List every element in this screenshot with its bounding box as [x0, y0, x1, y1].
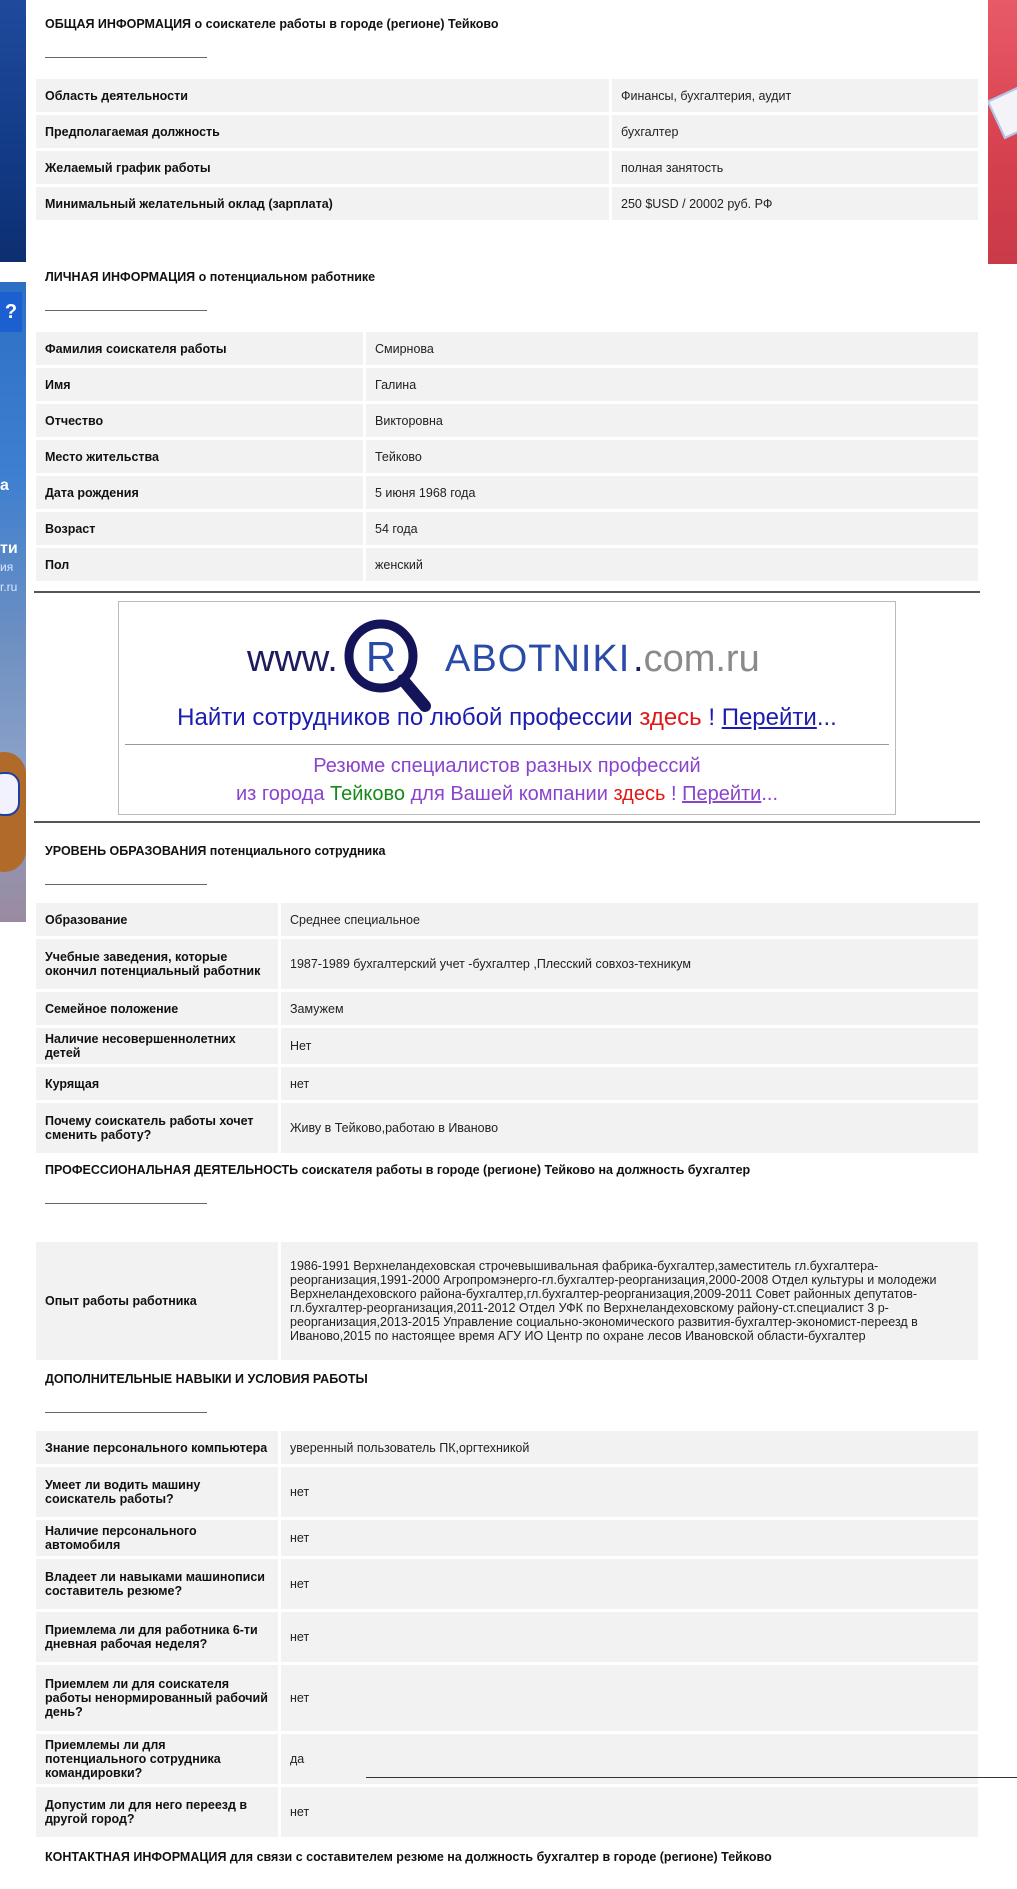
- side-text: а: [0, 477, 9, 494]
- side-banner-right[interactable]: [988, 0, 1017, 264]
- side-text: r.ru: [0, 580, 18, 594]
- divider: [34, 591, 980, 593]
- personal-section: [36, 270, 978, 584]
- table-row: [36, 115, 978, 148]
- education-section: [36, 844, 978, 1156]
- field-value: Тейково: [366, 440, 978, 473]
- personal-table: [36, 329, 978, 584]
- table-row: [36, 1612, 978, 1662]
- side-banner-left-top: [0, 0, 26, 262]
- ad-banner[interactable]: [118, 601, 896, 815]
- title-underline: [45, 884, 207, 885]
- table-row: [36, 512, 978, 545]
- table-row: [36, 187, 978, 220]
- side-text: ия: [0, 560, 14, 574]
- table-row: [36, 151, 978, 184]
- contact-section: [36, 1850, 978, 1864]
- table-row: [36, 1067, 978, 1100]
- section-title: ОБЩАЯ ИНФОРМАЦИЯ о соискателе работы в городе (регионе) Тейково: [45, 17, 499, 31]
- field-label: Отчество: [36, 404, 366, 437]
- table-row: [36, 1787, 978, 1837]
- section-title: ПРОФЕССИОНАЛЬНАЯ ДЕЯТЕЛЬНОСТЬ соискателя работы в городе (регионе) Тейково на должность бухгалтер: [45, 1163, 751, 1177]
- table-row: [36, 476, 978, 509]
- section-title: КОНТАКТНАЯ ИНФОРМАЦИЯ для связи с составителем резюме на должность бухгалтер в городе (регионе) Тейково: [45, 1850, 772, 1864]
- field-label: Желаемый график работы: [36, 151, 612, 184]
- field-value: 5 июня 1968 года: [366, 476, 978, 509]
- field-value: женский: [366, 548, 978, 581]
- field-label: Курящая: [36, 1067, 281, 1100]
- field-label: Образование: [36, 903, 281, 936]
- banner-resume-line: Резюме специалистов разных профессий из города Тейково для Вашей компании здесь ! Перейти...: [236, 755, 778, 805]
- field-label: Приемлема ли для работника 6-ти дневная рабочая неделя?: [36, 1612, 281, 1662]
- field-value: уверенный пользователь ПК,оргтехникой: [281, 1431, 978, 1464]
- table-row: [36, 1665, 978, 1731]
- title-underline: [45, 1203, 207, 1204]
- divider: [366, 1777, 1017, 1778]
- field-value: нет: [281, 1467, 978, 1517]
- table-row: [36, 903, 978, 936]
- field-label: Учебные заведения, которые окончил потенциальный работник: [36, 939, 281, 989]
- field-value: нет: [281, 1612, 978, 1662]
- table-row: [36, 79, 978, 112]
- field-label: Приемлем ли для соискателя работы ненормированный рабочий день?: [36, 1665, 281, 1731]
- additional-section: [36, 1372, 978, 1840]
- field-label: Минимальный желательный оклад (зарплата): [36, 187, 612, 220]
- section-title: УРОВЕНЬ ОБРАЗОВАНИЯ потенциального сотрудника: [45, 844, 386, 858]
- field-value: бухгалтер: [612, 115, 978, 148]
- field-label: Область деятельности: [36, 79, 612, 112]
- field-value: 1987-1989 бухгалтерский учет -бухгалтер ,Плесский совхоз-техникум: [281, 939, 978, 989]
- field-value: 250 $USD / 20002 руб. РФ: [612, 187, 978, 220]
- field-value: Викторовна: [366, 404, 978, 437]
- field-value: Замужем: [281, 992, 978, 1025]
- field-value: 54 года: [366, 512, 978, 545]
- divider: [34, 821, 980, 823]
- table-row: [36, 1431, 978, 1464]
- field-value: Финансы, бухгалтерия, аудит: [612, 79, 978, 112]
- field-value: Нет: [281, 1028, 978, 1064]
- table-row: [36, 404, 978, 437]
- side-text: ти: [0, 540, 18, 557]
- field-label: Возраст: [36, 512, 366, 545]
- paper-icon: [988, 87, 1017, 139]
- field-value: Смирнова: [366, 332, 978, 365]
- banner-divider: [125, 744, 889, 745]
- field-label: Имя: [36, 368, 366, 401]
- table-row: [36, 1467, 978, 1517]
- table-row: [36, 1103, 978, 1153]
- field-value: Среднее специальное: [281, 903, 978, 936]
- table-row: [36, 440, 978, 473]
- go-link[interactable]: Перейти: [682, 783, 762, 805]
- professional-section: [36, 1163, 978, 1363]
- table-row: [36, 939, 978, 989]
- table-row: [36, 1028, 978, 1064]
- field-label: Умеет ли водить машину соискатель работы?: [36, 1467, 281, 1517]
- additional-table: [36, 1428, 978, 1840]
- field-label: Опыт работы работника: [36, 1242, 281, 1360]
- table-row: [36, 548, 978, 581]
- banner-find-line: Найти сотрудников по любой профессии здесь ! Перейти...: [177, 704, 837, 731]
- field-label: Предполагаемая должность: [36, 115, 612, 148]
- field-label: Владеет ли навыками машинописи составитель резюме?: [36, 1559, 281, 1609]
- field-value: нет: [281, 1559, 978, 1609]
- experience-table: [36, 1239, 978, 1363]
- side-banner-left[interactable]: [0, 282, 26, 922]
- field-value: 1986-1991 Верхнеландеховская строчевышивальная фабрика-бухгалтер,заместитель гл.бухгалтера-реорганизация,1991-2000 Агропромэнерго-гл.бухгалтер-реорганизация,2000-2008 Отдел культуры и молодежи Верхнеландеховского района-бухгалтер,гл.бухгалтер-реорганизация,2009-2011 Совет районных депутатов-гл.бухгалтер-реорганизация,2011-2012 Отдел УФК по Верхнеландеховскому району-ст.специалист 3 р-реорганизация,2013-2015 Управление социально-экономического развития-бухгалтер-экономист-переезд в Иваново,2015 по настоящее время АГУ ИО Центр по охране лесов Ивановской области-бухгалтер: [281, 1242, 978, 1360]
- field-label: Наличие несовершеннолетних детей: [36, 1028, 281, 1064]
- field-value: полная занятость: [612, 151, 978, 184]
- section-title: ДОПОЛНИТЕЛЬНЫЕ НАВЫКИ И УСЛОВИЯ РАБОТЫ: [45, 1372, 368, 1386]
- education-table: [36, 900, 978, 1156]
- field-label: Почему соискатель работы хочет сменить работу?: [36, 1103, 281, 1153]
- title-underline: [45, 1412, 207, 1413]
- field-label: Приемлемы ли для потенциального сотрудника командировки?: [36, 1734, 281, 1784]
- mascot-detail: [0, 772, 20, 816]
- table-row: [36, 1242, 978, 1360]
- field-label: Наличие персонального автомобиля: [36, 1520, 281, 1556]
- title-underline: [45, 310, 207, 311]
- rabotniki-logo[interactable]: [119, 610, 895, 700]
- general-section: [36, 17, 978, 223]
- svg-text:R: R: [365, 633, 397, 680]
- title-underline: [45, 57, 207, 58]
- go-link[interactable]: Перейти: [721, 704, 817, 731]
- field-value: Живу в Тейково,работаю в Иваново: [281, 1103, 978, 1153]
- section-title: ЛИЧНАЯ ИНФОРМАЦИЯ о потенциальном работнике: [45, 270, 376, 284]
- field-label: Допустим ли для него переезд в другой город?: [36, 1787, 281, 1837]
- field-value: да: [281, 1734, 978, 1784]
- logo-domain: .com.ru: [633, 638, 760, 680]
- logo-www: www.: [247, 638, 338, 680]
- field-label: Знание персонального компьютера: [36, 1431, 281, 1464]
- field-value: нет: [281, 1067, 978, 1100]
- table-row: [36, 332, 978, 365]
- logo-name: ABOTNIKI: [445, 638, 631, 680]
- general-table: [36, 76, 978, 223]
- field-value: Галина: [366, 368, 978, 401]
- table-row: [36, 1559, 978, 1609]
- table-row: [36, 992, 978, 1025]
- field-value: нет: [281, 1787, 978, 1837]
- field-label: Фамилия соискателя работы: [36, 332, 366, 365]
- field-label: Пол: [36, 548, 366, 581]
- field-label: Место жительства: [36, 440, 366, 473]
- field-value: нет: [281, 1520, 978, 1556]
- magnifier-icon: [339, 614, 449, 714]
- field-label: Семейное положение: [36, 992, 281, 1025]
- field-label: Дата рождения: [36, 476, 366, 509]
- help-icon: ?: [0, 292, 22, 332]
- table-row: [36, 368, 978, 401]
- table-row: [36, 1520, 978, 1556]
- field-value: нет: [281, 1665, 978, 1731]
